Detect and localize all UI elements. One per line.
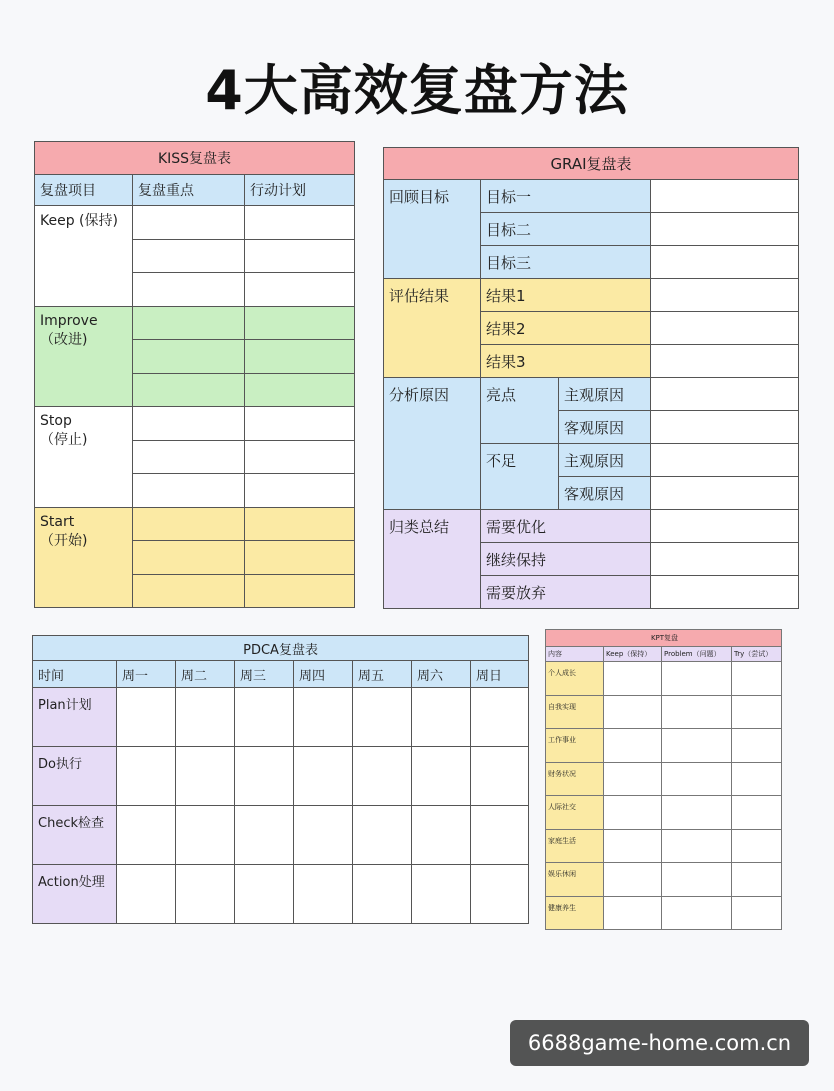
- kpt-row-label: 娱乐休闲: [546, 863, 604, 897]
- grai-highlight-label: 亮点: [481, 378, 559, 444]
- table-cell[interactable]: [651, 510, 799, 543]
- table-cell[interactable]: [651, 213, 799, 246]
- table-cell[interactable]: [133, 507, 245, 541]
- grai-result-item: 结果3: [481, 345, 651, 378]
- table-cell[interactable]: [732, 662, 782, 696]
- kiss-keep-label: Keep (保持): [35, 206, 133, 307]
- table-cell[interactable]: [245, 340, 355, 374]
- table-cell[interactable]: [133, 541, 245, 575]
- watermark: 6688game-home.com.cn: [510, 1020, 809, 1066]
- grai-analysis-item: 主观原因: [559, 378, 651, 411]
- table-cell[interactable]: [133, 440, 245, 474]
- table-cell[interactable]: [176, 747, 235, 806]
- table-cell[interactable]: [245, 306, 355, 340]
- table-cell[interactable]: [732, 762, 782, 796]
- table-cell[interactable]: [117, 865, 176, 924]
- grai-table: [383, 147, 799, 609]
- table-cell[interactable]: [133, 373, 245, 407]
- pdca-header: 周四: [294, 661, 353, 688]
- table-cell[interactable]: [651, 312, 799, 345]
- grai-summary-item: 继续保持: [481, 543, 651, 576]
- table-cell[interactable]: [245, 440, 355, 474]
- table-cell[interactable]: [651, 444, 799, 477]
- pdca-header: 时间: [33, 661, 117, 688]
- kiss-header: 复盘项目: [35, 175, 133, 206]
- kpt-row-label: 财务状况: [546, 762, 604, 796]
- table-cell[interactable]: [651, 345, 799, 378]
- table-cell[interactable]: [662, 829, 732, 863]
- table-cell[interactable]: [235, 865, 294, 924]
- kiss-improve-label: Improve （改进): [35, 306, 133, 407]
- grai-goal-label: 回顾目标: [384, 180, 481, 279]
- page-title: 4大高效复盘方法: [205, 59, 629, 122]
- table-cell[interactable]: [651, 543, 799, 576]
- grai-result-item: 结果2: [481, 312, 651, 345]
- table-cell[interactable]: [732, 896, 782, 930]
- pdca-row-label: Do执行: [33, 747, 117, 806]
- table-cell[interactable]: [604, 729, 662, 763]
- table-cell[interactable]: [732, 729, 782, 763]
- table-cell[interactable]: [604, 762, 662, 796]
- table-cell[interactable]: [245, 239, 355, 273]
- table-cell[interactable]: [604, 896, 662, 930]
- table-cell[interactable]: [604, 662, 662, 696]
- table-cell[interactable]: [245, 474, 355, 508]
- pdca-header: 周二: [176, 661, 235, 688]
- table-cell[interactable]: [245, 373, 355, 407]
- kpt-row-label: 个人成长: [546, 662, 604, 696]
- grai-analysis-item: 主观原因: [559, 444, 651, 477]
- pdca-row-label: Check检查: [33, 806, 117, 865]
- table-cell[interactable]: [412, 688, 471, 747]
- table-cell[interactable]: [651, 246, 799, 279]
- table-cell[interactable]: [133, 206, 245, 240]
- kiss-stop-label: Stop （停止): [35, 407, 133, 508]
- table-cell[interactable]: [662, 662, 732, 696]
- table-cell[interactable]: [662, 796, 732, 830]
- table-cell[interactable]: [133, 239, 245, 273]
- table-cell[interactable]: [732, 695, 782, 729]
- pdca-table: [32, 635, 529, 924]
- grai-goal-item: 目标一: [481, 180, 651, 213]
- table-cell[interactable]: [245, 507, 355, 541]
- table-cell[interactable]: [412, 865, 471, 924]
- pdca-header: 周五: [353, 661, 412, 688]
- kiss-table: [34, 141, 355, 608]
- grai-summary-item: 需要优化: [481, 510, 651, 543]
- table-cell[interactable]: [412, 806, 471, 865]
- table-cell[interactable]: [651, 411, 799, 444]
- table-cell[interactable]: [245, 574, 355, 608]
- table-cell[interactable]: [235, 747, 294, 806]
- table-cell[interactable]: [651, 180, 799, 213]
- pdca-header: 周六: [412, 661, 471, 688]
- table-cell[interactable]: [662, 695, 732, 729]
- kpt-row-label: 工作事业: [546, 729, 604, 763]
- table-cell[interactable]: [662, 896, 732, 930]
- pdca-row-label: Plan计划: [33, 688, 117, 747]
- table-cell[interactable]: [662, 762, 732, 796]
- table-cell[interactable]: [176, 865, 235, 924]
- table-cell[interactable]: [235, 688, 294, 747]
- table-cell[interactable]: [604, 863, 662, 897]
- table-cell[interactable]: [133, 474, 245, 508]
- kpt-caption: KPT复盘: [546, 630, 782, 647]
- grai-shortfall-label: 不足: [481, 444, 559, 510]
- table-cell[interactable]: [245, 206, 355, 240]
- kpt-table: [545, 629, 782, 930]
- grai-result-item: 结果1: [481, 279, 651, 312]
- table-cell[interactable]: [245, 541, 355, 575]
- pdca-caption: PDCA复盘表: [33, 636, 529, 661]
- table-cell[interactable]: [133, 306, 245, 340]
- table-cell[interactable]: [176, 688, 235, 747]
- table-cell[interactable]: [412, 747, 471, 806]
- table-cell[interactable]: [471, 806, 529, 865]
- kpt-row-label: 家庭生活: [546, 829, 604, 863]
- table-cell[interactable]: [133, 340, 245, 374]
- table-cell[interactable]: [133, 574, 245, 608]
- table-cell[interactable]: [471, 747, 529, 806]
- table-cell[interactable]: [471, 865, 529, 924]
- grai-caption: GRAI复盘表: [384, 148, 799, 180]
- table-cell[interactable]: [662, 729, 732, 763]
- table-cell[interactable]: [117, 806, 176, 865]
- kpt-row-label: 自我实现: [546, 695, 604, 729]
- table-cell[interactable]: [662, 863, 732, 897]
- kpt-header: Try（尝试）: [732, 647, 782, 662]
- kpt-row-label: 人际社交: [546, 796, 604, 830]
- table-cell[interactable]: [245, 407, 355, 441]
- table-cell[interactable]: [604, 829, 662, 863]
- table-cell[interactable]: [176, 806, 235, 865]
- table-cell[interactable]: [604, 796, 662, 830]
- grai-analysis-label: 分析原因: [384, 378, 481, 510]
- table-cell[interactable]: [353, 865, 412, 924]
- table-cell[interactable]: [245, 273, 355, 307]
- pdca-header: 周一: [117, 661, 176, 688]
- grai-goal-item: 目标三: [481, 246, 651, 279]
- table-cell[interactable]: [732, 796, 782, 830]
- pdca-row-label: Action处理: [33, 865, 117, 924]
- table-cell[interactable]: [651, 279, 799, 312]
- table-cell[interactable]: [732, 829, 782, 863]
- table-cell[interactable]: [133, 273, 245, 307]
- table-cell[interactable]: [604, 695, 662, 729]
- grai-summary-label: 归类总结: [384, 510, 481, 609]
- table-cell[interactable]: [117, 747, 176, 806]
- table-cell[interactable]: [471, 688, 529, 747]
- table-cell[interactable]: [353, 806, 412, 865]
- table-cell[interactable]: [353, 688, 412, 747]
- grai-result-label: 评估结果: [384, 279, 481, 378]
- kiss-header: 复盘重点: [133, 175, 245, 206]
- table-cell[interactable]: [732, 863, 782, 897]
- table-cell[interactable]: [651, 576, 799, 609]
- kpt-header: Keep（保持）: [604, 647, 662, 662]
- pdca-header: 周三: [235, 661, 294, 688]
- table-cell[interactable]: [117, 688, 176, 747]
- kpt-header: 内容: [546, 647, 604, 662]
- table-cell[interactable]: [651, 477, 799, 510]
- table-cell[interactable]: [235, 806, 294, 865]
- table-cell[interactable]: [294, 806, 353, 865]
- grai-analysis-item: 客观原因: [559, 411, 651, 444]
- kpt-header: Problem（问题）: [662, 647, 732, 662]
- grai-summary-item: 需要放弃: [481, 576, 651, 609]
- table-cell[interactable]: [294, 747, 353, 806]
- table-cell[interactable]: [353, 747, 412, 806]
- kiss-header: 行动计划: [245, 175, 355, 206]
- grai-analysis-item: 客观原因: [559, 477, 651, 510]
- kiss-caption: KISS复盘表: [35, 142, 355, 175]
- table-cell[interactable]: [294, 688, 353, 747]
- table-cell[interactable]: [651, 378, 799, 411]
- table-cell[interactable]: [133, 407, 245, 441]
- pdca-header: 周日: [471, 661, 529, 688]
- grai-goal-item: 目标二: [481, 213, 651, 246]
- table-cell[interactable]: [294, 865, 353, 924]
- kpt-row-label: 健康养生: [546, 896, 604, 930]
- kiss-start-label: Start （开始): [35, 507, 133, 608]
